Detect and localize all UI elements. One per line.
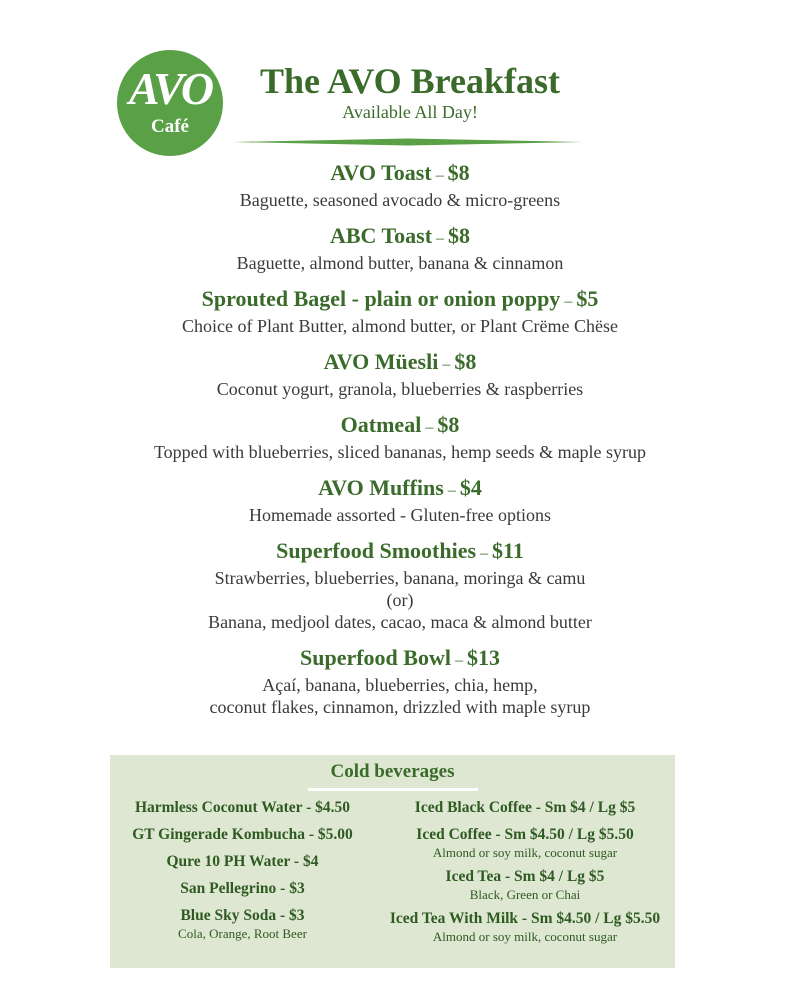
beverage-item xyxy=(110,851,375,872)
menu-item-price: $8 xyxy=(448,223,471,248)
beverage-item xyxy=(375,797,675,818)
menu-item-price: $4 xyxy=(459,475,482,500)
menu-item-price: $11 xyxy=(492,538,524,563)
menu-item-heading xyxy=(0,538,800,567)
menu-item-price: $8 xyxy=(447,160,470,185)
menu-item-description: Choice of Plant Butter, almond butter, or Plant Crëme Chëse xyxy=(182,316,618,336)
menu-item-price: $5 xyxy=(576,286,599,311)
price-separator: – xyxy=(450,652,467,669)
menu-item xyxy=(0,538,800,633)
menu-item-price: $8 xyxy=(437,412,460,437)
menu-item-name: Sprouted Bagel - plain or onion poppy xyxy=(201,286,561,311)
beverage-item xyxy=(110,878,375,899)
breakfast-menu xyxy=(0,160,800,730)
menu-item-name: Superfood Smoothies xyxy=(276,538,477,563)
beverage-name-price: Iced Black Coffee - Sm $4 / Lg $5 xyxy=(414,799,636,816)
beverage-item xyxy=(110,824,375,845)
menu-item-name: AVO Toast xyxy=(330,160,432,185)
price-separator: – xyxy=(431,167,448,184)
menu-item xyxy=(0,475,800,526)
menu-item xyxy=(0,160,800,211)
menu-item-heading xyxy=(0,223,800,252)
price-separator: – xyxy=(560,293,577,310)
beverage-name-price: Harmless Coconut Water - $4.50 xyxy=(134,799,351,816)
beverage-item xyxy=(375,824,675,860)
beverage-note: Black, Green or Chai xyxy=(469,887,581,902)
menu-item-heading xyxy=(0,286,800,315)
menu-item-description: Strawberries, blueberries, banana, moringa & camu xyxy=(214,568,586,588)
beverage-name-price: San Pellegrino - $3 xyxy=(180,880,305,897)
beverage-item xyxy=(110,905,375,941)
price-separator: – xyxy=(438,356,455,373)
menu-item-heading xyxy=(0,349,800,378)
cold-beverages-underline xyxy=(308,788,478,791)
menu-item-name: Oatmeal xyxy=(340,412,422,437)
menu-item-heading xyxy=(0,160,800,189)
beverages-right-column xyxy=(375,797,675,950)
ornamental-divider xyxy=(233,137,583,147)
beverage-item xyxy=(375,866,675,902)
logo-text: AVO xyxy=(128,63,212,114)
beverage-name-price: Qure 10 PH Water - $4 xyxy=(166,853,319,870)
menu-item-description: (or) xyxy=(386,590,414,610)
menu-item-price: $8 xyxy=(454,349,477,374)
menu-item-description: Coconut yogurt, granola, blueberries & raspberries xyxy=(216,379,584,399)
beverage-item xyxy=(110,797,375,818)
menu-item xyxy=(0,645,800,718)
page-title: The AVO Breakfast xyxy=(260,61,560,101)
beverage-name-price: Blue Sky Soda - $3 xyxy=(180,907,305,924)
price-separator: – xyxy=(421,419,438,436)
price-separator: – xyxy=(443,482,460,499)
menu-item-description: Baguette, seasoned avocado & micro-greens xyxy=(239,190,561,210)
price-separator: – xyxy=(476,545,493,562)
menu-item-description: Topped with blueberries, sliced bananas, hemp seeds & maple syrup xyxy=(153,442,647,462)
beverage-note: Almond or soy milk, coconut sugar xyxy=(432,929,618,944)
beverage-name-price: Iced Tea With Milk - Sm $4.50 / Lg $5.50 xyxy=(389,910,661,927)
beverage-name-price: GT Gingerade Kombucha - $5.00 xyxy=(132,826,353,843)
beverage-note: Cola, Orange, Root Beer xyxy=(178,926,307,941)
menu-item xyxy=(0,349,800,400)
menu-item-description: Homemade assorted - Gluten-free options xyxy=(249,505,551,525)
menu-item-name: AVO Müesli xyxy=(323,349,439,374)
menu-item-heading xyxy=(0,475,800,504)
price-separator: – xyxy=(432,230,449,247)
avo-cafe-logo xyxy=(117,50,223,156)
menu-item-description: Banana, medjool dates, cacao, maca & almond butter xyxy=(208,612,592,632)
menu-item-description: Açaí, banana, blueberries, chia, hemp, xyxy=(262,675,538,695)
beverage-note: Almond or soy milk, coconut sugar xyxy=(432,845,618,860)
menu-item xyxy=(0,412,800,463)
menu-item-price: $13 xyxy=(466,645,500,670)
page-subtitle: Available All Day! xyxy=(342,102,478,122)
menu-item-heading xyxy=(0,412,800,441)
beverages-left-column xyxy=(110,797,375,947)
beverage-item xyxy=(375,908,675,944)
beverage-name-price: Iced Tea - Sm $4 / Lg $5 xyxy=(445,868,605,885)
beverage-name-price: Iced Coffee - Sm $4.50 / Lg $5.50 xyxy=(416,826,634,843)
logo-subtext: Café xyxy=(151,116,189,137)
menu-item-description: Baguette, almond butter, banana & cinnamon xyxy=(236,253,564,273)
cold-beverages-box xyxy=(110,755,675,968)
menu-item-name: AVO Muffins xyxy=(318,475,444,500)
menu-item-name: ABC Toast xyxy=(329,223,433,248)
menu-item xyxy=(0,286,800,337)
cold-beverages-title: Cold beverages xyxy=(330,761,455,782)
menu-item-name: Superfood Bowl xyxy=(300,645,451,670)
menu-item-description: coconut flakes, cinnamon, drizzled with maple syrup xyxy=(209,697,591,717)
menu-item xyxy=(0,223,800,274)
menu-item-heading xyxy=(0,645,800,674)
